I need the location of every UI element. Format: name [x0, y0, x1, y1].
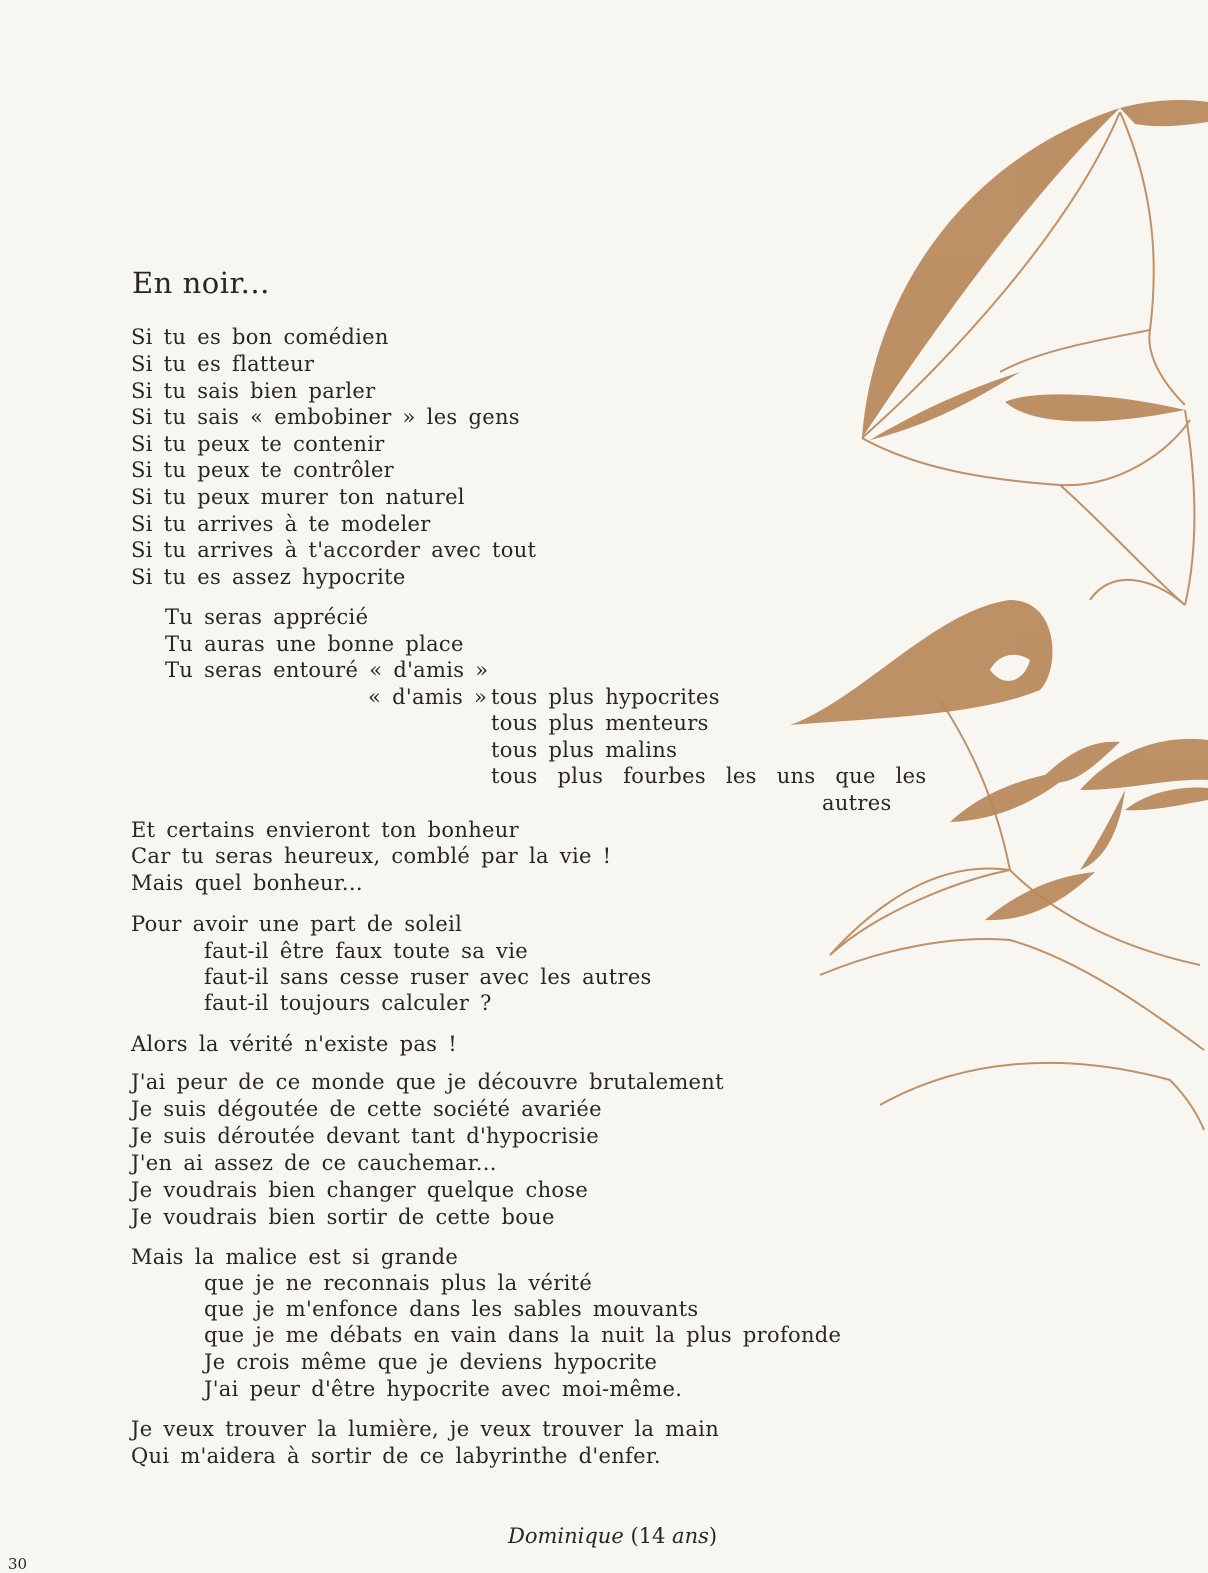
leaf-outline — [1010, 940, 1204, 1050]
poem-line: Je veux trouver la lumière, je veux trouver la main — [131, 1417, 720, 1441]
author-name: Dominique — [508, 1524, 624, 1548]
poem-line: Si tu sais « embobiner » les gens — [131, 405, 520, 429]
poem-line: Car tu seras heureux, comblé par la vie ! — [131, 844, 612, 868]
leaf-outline — [1000, 330, 1150, 372]
leaf-outline — [940, 700, 1010, 870]
leaf-outline — [862, 420, 1190, 485]
poem-line: tous plus hypocrites — [491, 685, 720, 709]
poem-line: Tu auras une bonne place — [165, 632, 464, 656]
poem-line: tous plus menteurs — [491, 711, 709, 735]
leaf-shape — [1005, 394, 1185, 421]
poem-line: autres — [822, 791, 892, 815]
poem-line: faut-il toujours calculer ? — [204, 991, 492, 1015]
leaf-outline — [820, 939, 1010, 975]
poem-line: Je suis dégoutée de cette société avariée — [131, 1097, 602, 1121]
poem-line: J'ai peur d'être hypocrite avec moi-même. — [204, 1377, 683, 1401]
leaf-outline — [1060, 485, 1185, 605]
leaf-shape — [950, 770, 1075, 822]
poem-line: que je ne reconnais plus la vérité — [204, 1271, 593, 1295]
poem-line: Je suis déroutée devant tant d'hypocrisie — [131, 1124, 599, 1148]
poem-line: Qui m'aidera à sortir de ce labyrinthe d'enfer. — [131, 1444, 661, 1468]
leaf-outline — [1185, 410, 1194, 605]
author-signature — [508, 1524, 717, 1548]
poem-line: faut-il sans cesse ruser avec les autres — [204, 965, 652, 989]
leaf-outline — [830, 868, 1010, 955]
poem-line: Si tu peux murer ton naturel — [131, 485, 465, 509]
poem-line: Si tu es bon comédien — [131, 325, 389, 349]
poem-line: que je m'enfonce dans les sables mouvants — [204, 1297, 699, 1321]
poem-line: Tu seras entouré « d'amis » — [165, 658, 489, 682]
poem-line: Si tu peux te contrôler — [131, 458, 395, 482]
poem-line: Tu seras apprécié — [165, 605, 369, 629]
leaf-outline — [1120, 112, 1185, 405]
poem-line: Je crois même que je deviens hypocrite — [204, 1350, 658, 1374]
poem-line: « d'amis » — [368, 685, 488, 709]
poem-line: Et certains envieront ton bonheur — [131, 818, 519, 842]
poem-line: J'ai peur de ce monde que je découvre brutalement — [131, 1070, 724, 1094]
leaf-outline — [880, 1063, 1204, 1130]
poem-line: J'en ai assez de ce cauchemar... — [131, 1151, 497, 1175]
poem-line: faut-il être faux toute sa vie — [204, 939, 528, 963]
page-number: 30 — [8, 1555, 28, 1573]
poem-line: Je voudrais bien changer quelque chose — [131, 1178, 589, 1202]
poem-line: Si tu es assez hypocrite — [131, 565, 406, 589]
poem-line: Pour avoir une part de soleil — [131, 912, 463, 936]
poem-line: Si tu es flatteur — [131, 352, 315, 376]
author-age-open: (14 — [630, 1524, 666, 1548]
poem-title: En noir... — [132, 266, 270, 300]
poem-line: tous plus fourbes les uns que les — [491, 764, 927, 788]
poem-line: tous plus malins — [491, 738, 678, 762]
poem-line: Mais la malice est si grande — [131, 1245, 459, 1269]
leaf-shape — [1120, 100, 1208, 126]
poem-line: Mais quel bonheur... — [131, 871, 363, 895]
poem-line: que je me débats en vain dans la nuit la plus profonde — [204, 1323, 842, 1347]
leaf-outline — [830, 870, 1010, 955]
poem-line: Si tu peux te contenir — [131, 432, 385, 456]
author-age-unit: ans — [672, 1524, 709, 1548]
poem-line: Alors la vérité n'existe pas ! — [131, 1032, 457, 1056]
poem-line: Si tu arrives à te modeler — [131, 512, 431, 536]
leaf-shape — [1080, 790, 1125, 870]
leaf-shape — [790, 600, 1052, 725]
poem-line: Si tu arrives à t'accorder avec tout — [131, 538, 537, 562]
poem-line: Si tu sais bien parler — [131, 379, 376, 403]
poem-line: Je voudrais bien sortir de cette boue — [131, 1205, 555, 1229]
leaf-shape — [1125, 788, 1208, 811]
author-age-close: ) — [708, 1524, 718, 1548]
